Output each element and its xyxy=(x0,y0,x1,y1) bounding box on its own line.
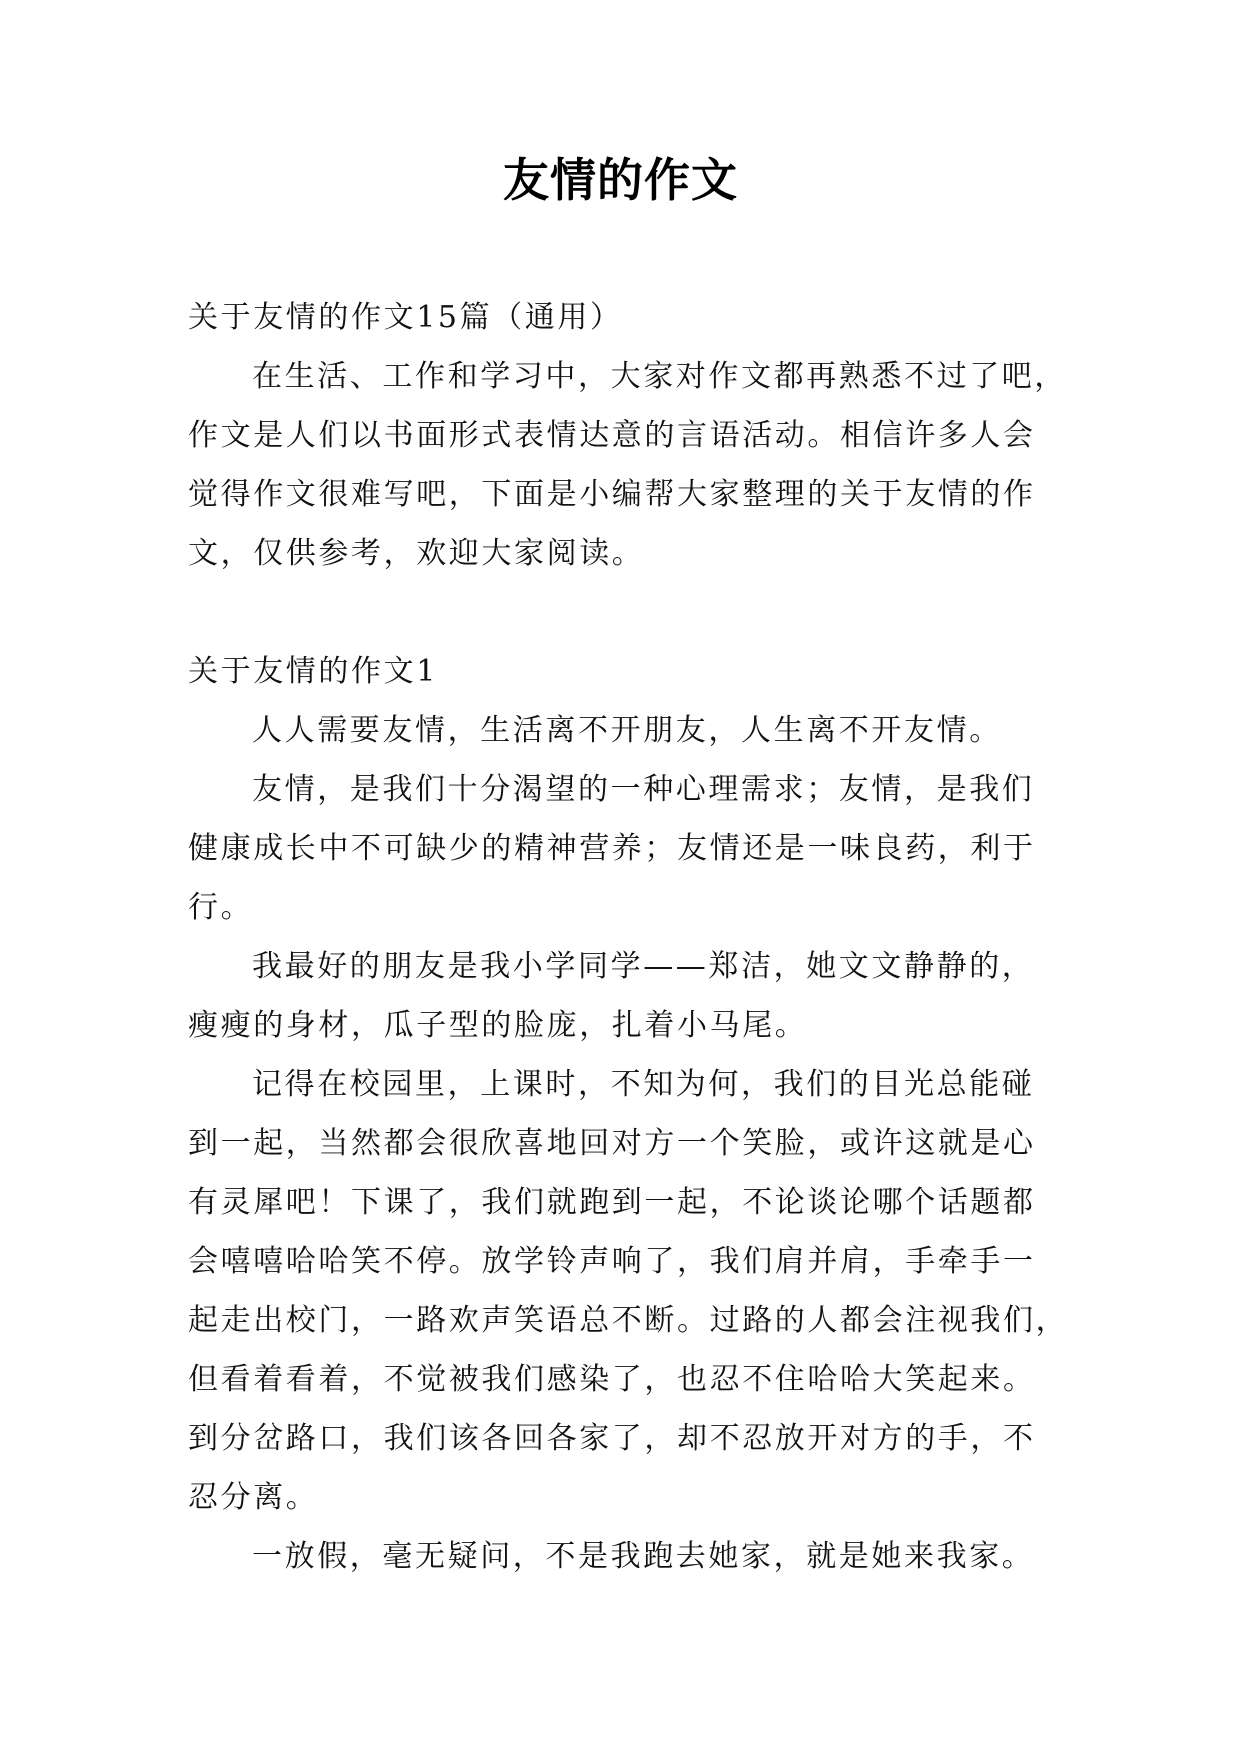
paragraph-line: 一放假，毫无疑问，不是我跑去她家，就是她来我家。 xyxy=(252,1539,1035,1574)
document-body xyxy=(188,288,1068,1586)
paragraph-line: 记得在校园里，上课时，不知为何，我们的目光总能碰 xyxy=(252,1067,1035,1102)
article-subtitle: 关于友情的作文15篇（通用） xyxy=(188,300,623,335)
paragraph-line: 我最好的朋友是我小学同学——郑洁，她文文静静的， xyxy=(252,949,1035,984)
section-heading: 关于友情的作文1 xyxy=(188,654,438,689)
paragraph-line: 健康成长中不可缺少的精神营养；友情还是一味良药，利于 xyxy=(188,831,1036,866)
paragraph-line: 到分岔路口，我们该各回各家了，却不忍放开对方的手，不 xyxy=(188,1421,1036,1456)
intro-paragraph xyxy=(188,347,1068,583)
paragraph-line: 到一起，当然都会很欣喜地回对方一个笑脸，或许这就是心 xyxy=(188,1126,1036,1161)
paragraph-4 xyxy=(188,1055,1068,1527)
paragraph-line: 行。 xyxy=(188,890,254,925)
paragraph-line: 起走出校门，一路欢声笑语总不断。过路的人都会注视我们， xyxy=(188,1303,1069,1338)
paragraph-line: 在生活、工作和学习中，大家对作文都再熟悉不过了吧， xyxy=(252,359,1067,394)
paragraph-3 xyxy=(188,937,1068,1055)
paragraph-line: 觉得作文很难写吧，下面是小编帮大家整理的关于友情的作 xyxy=(188,477,1036,512)
paragraph-2 xyxy=(188,760,1068,937)
paragraph-1 xyxy=(188,701,1068,760)
paragraph-line: 有灵犀吧！下课了，我们就跑到一起，不论谈论哪个话题都 xyxy=(188,1185,1036,1220)
paragraph-line: 作文是人们以书面形式表情达意的言语活动。相信许多人会 xyxy=(188,418,1036,453)
paragraph-line: 但看着看着，不觉被我们感染了，也忍不住哈哈大笑起来。 xyxy=(188,1362,1036,1397)
document-title: 友情的作文 xyxy=(503,153,738,207)
paragraph-line: 瘦瘦的身材，瓜子型的脸庞，扎着小马尾。 xyxy=(188,1008,808,1043)
paragraph-line: 忍分离。 xyxy=(188,1480,319,1515)
blank-line xyxy=(188,583,1068,642)
paragraph-line: 人人需要友情，生活离不开朋友，人生离不开友情。 xyxy=(252,713,1002,748)
paragraph-line: 友情，是我们十分渴望的一种心理需求；友情，是我们 xyxy=(252,772,1035,807)
paragraph-line: 文，仅供参考，欢迎大家阅读。 xyxy=(188,536,645,571)
paragraph-5 xyxy=(188,1527,1068,1586)
paragraph-line: 会嘻嘻哈哈笑不停。放学铃声响了，我们肩并肩，手牵手一 xyxy=(188,1244,1036,1279)
